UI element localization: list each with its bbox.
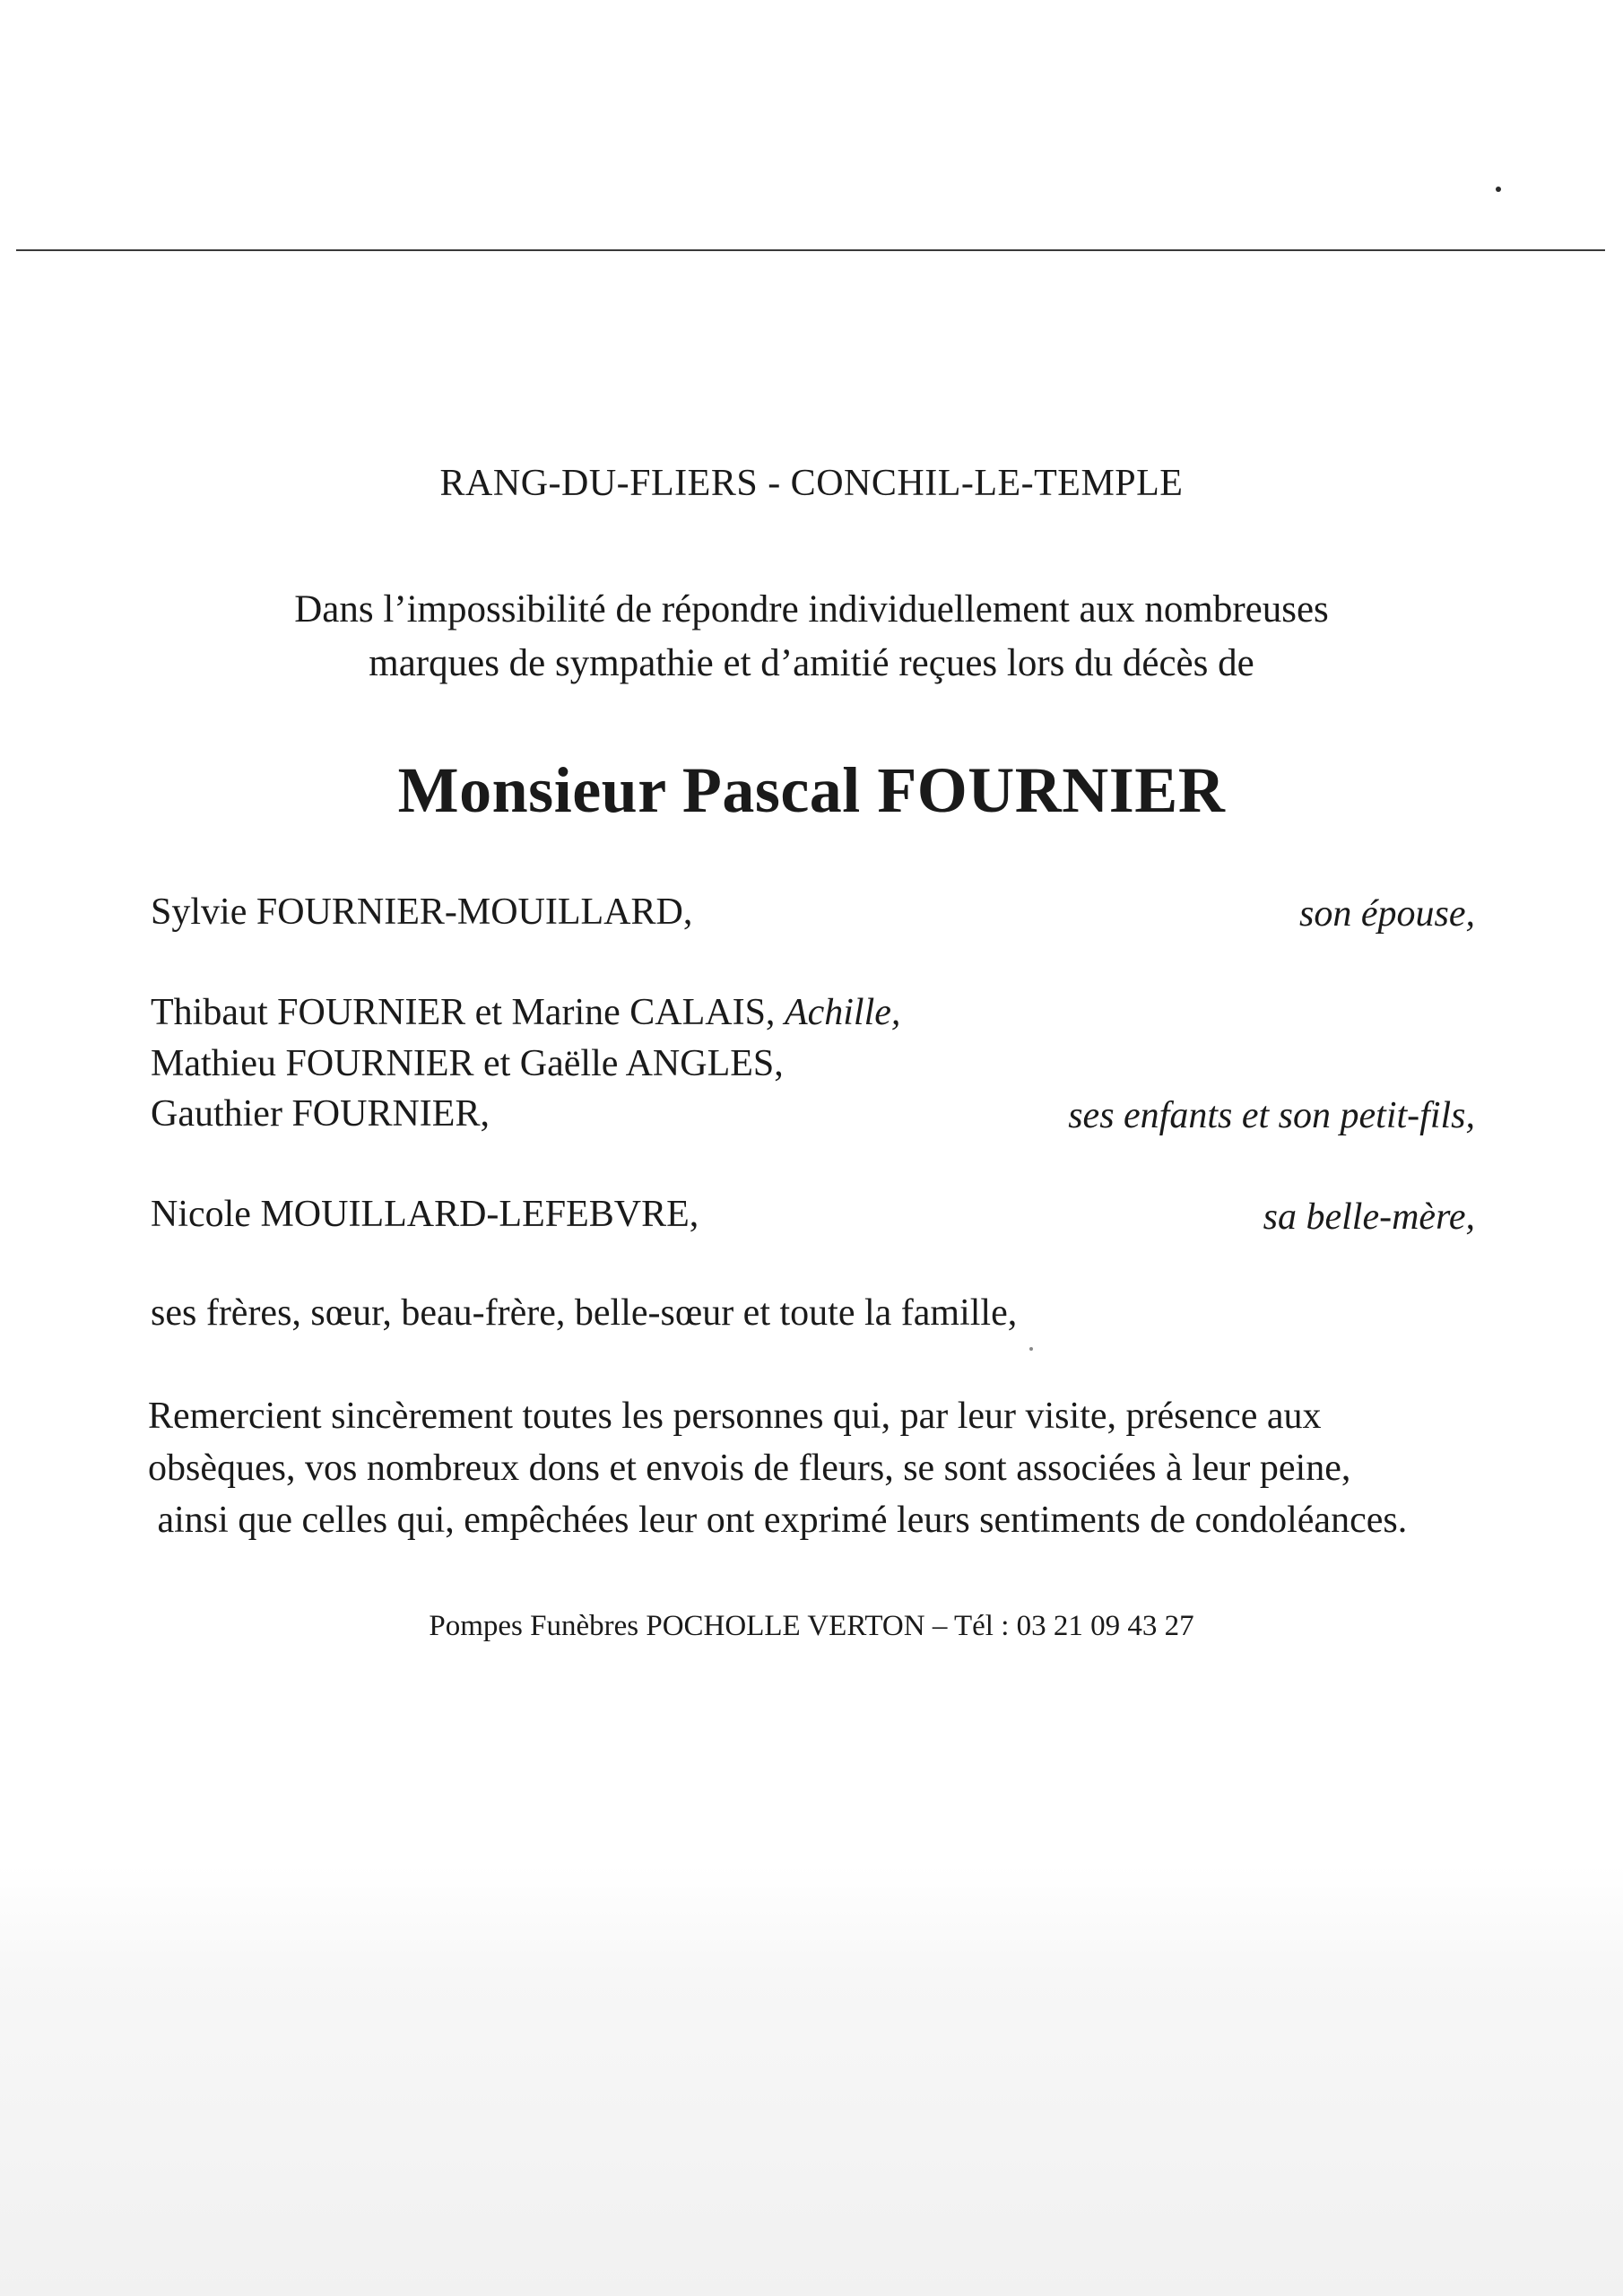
child2-name: Mathieu FOURNIER et Gaëlle ANGLES,	[151, 1043, 784, 1084]
spouse-name: Sylvie FOURNIER-MOUILLARD,	[151, 891, 693, 933]
intro-line-2: marques de sympathie et d’amitié reçues lors du décès de	[369, 642, 1254, 684]
scan-speck	[1029, 1347, 1033, 1351]
extended-family: ses frères, sœur, beau-frère, belle-sœur et toute la famille,	[151, 1292, 1018, 1334]
mother-in-law-name: Nicole MOUILLARD-LEFEBVRE,	[151, 1194, 699, 1235]
thanks-line-2: obsèques, vos nombreux dons et envois de fleurs, se sont associées à leur peine,	[148, 1448, 1351, 1489]
scan-shading	[0, 1866, 1623, 2296]
child1-line	[151, 991, 900, 1034]
scan-speck	[1496, 187, 1501, 192]
top-divider	[16, 249, 1605, 251]
thanks-line-1: Remercient sincèrement toutes les personnes qui, par leur visite, présence aux	[148, 1396, 1322, 1437]
location-heading: RANG-DU-FLIERS - CONCHIL-LE-TEMPLE	[439, 463, 1184, 504]
thanks-line-3: ainsi que celles qui, empêchées leur ont exprimé leurs sentiments de condoléances.	[148, 1500, 1408, 1541]
deceased-name: Monsieur Pascal FOURNIER	[397, 754, 1226, 826]
child1-name: Thibaut FOURNIER et Marine CALAIS,	[151, 992, 776, 1033]
intro-line-1: Dans l’impossibilité de répondre individuellement aux nombreuses	[294, 588, 1329, 631]
children-relation: ses enfants et son petit-fils,	[1068, 1095, 1475, 1136]
spouse-relation: son épouse,	[1299, 893, 1475, 935]
funeral-home-footer: Pompes Funèbres POCHOLLE VERTON – Tél : 03 21 09 43 27	[429, 1610, 1194, 1642]
child3-name: Gauthier FOURNIER,	[151, 1093, 490, 1135]
grandchild-name: Achille,	[784, 992, 901, 1033]
mother-in-law-relation: sa belle-mère,	[1263, 1196, 1475, 1238]
